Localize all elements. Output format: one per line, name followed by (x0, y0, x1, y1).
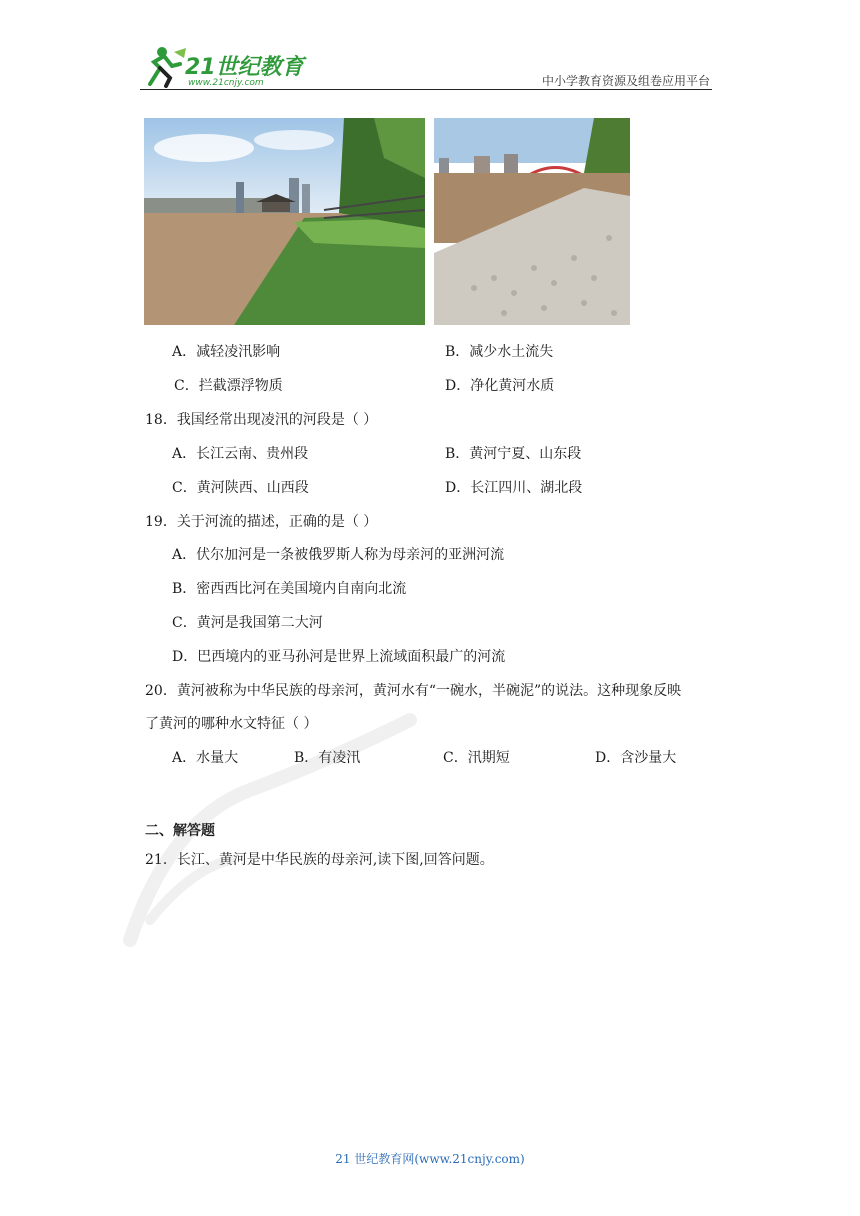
q20-stem-line1: 20．黄河被称为中华民族的母亲河，黄河水有“一碗水，半碗泥”的说法。这种现象反映 (145, 683, 682, 699)
q19-option-a: A．伏尔加河是一条被俄罗斯人称为母亲河的亚洲河流 (172, 547, 505, 563)
runner-logo-icon (140, 44, 188, 88)
q21-stem: 21．长江、黄河是中华民族的母亲河,读下图,回答问题。 (145, 852, 494, 868)
q17-option-c: C．拦截漂浮物质 (174, 378, 283, 394)
q19-option-c: C．黄河是我国第二大河 (172, 615, 323, 631)
q18-option-a: A．长江云南、贵州段 (172, 446, 309, 462)
q17-option-a: A．减轻凌汛影响 (172, 344, 281, 360)
q17-option-b: B．减少水土流失 (445, 344, 554, 360)
river-embankment-photo-grass (144, 118, 425, 325)
q18-option-b: B．黄河宁夏、山东段 (445, 446, 582, 462)
q20-stem-line2: 了黄河的哪种水文特征（ ） (145, 716, 318, 732)
q18-option-d: D．长江四川、湖北段 (445, 480, 583, 496)
q20-option-b: B．有凌汛 (294, 750, 361, 766)
q20-option-a: A．水量大 (172, 750, 239, 766)
q18-stem: 18．我国经常出现凌汛的河段是（ ） (145, 412, 378, 428)
q19-option-d: D．巴西境内的亚马孙河是世界上流域面积最广的河流 (172, 649, 506, 665)
q19-option-b: B．密西西比河在美国境内自南向北流 (172, 581, 407, 597)
site-logo (140, 44, 310, 88)
q20-option-d: D．含沙量大 (595, 750, 677, 766)
platform-label: 中小学教育资源及组卷应用平台 (541, 74, 710, 88)
q18-option-c: C．黄河陕西、山西段 (172, 480, 309, 496)
header-divider (140, 89, 712, 90)
page-footer: 21 世纪教育网(www.21cnjy.com) (335, 1152, 525, 1166)
watermark-graphic (110, 700, 430, 960)
logo-text: 21世纪教育 (185, 55, 304, 80)
section-title-answer-questions: 二、解答题 (145, 823, 215, 839)
q17-option-d: D．净化黄河水质 (445, 378, 555, 394)
logo-url: www.21cnjy.com (188, 78, 264, 88)
q19-stem: 19．关于河流的描述，正确的是（ ） (145, 514, 378, 530)
river-embankment-photo-stones (434, 118, 630, 325)
q20-option-c: C．汛期短 (443, 750, 510, 766)
